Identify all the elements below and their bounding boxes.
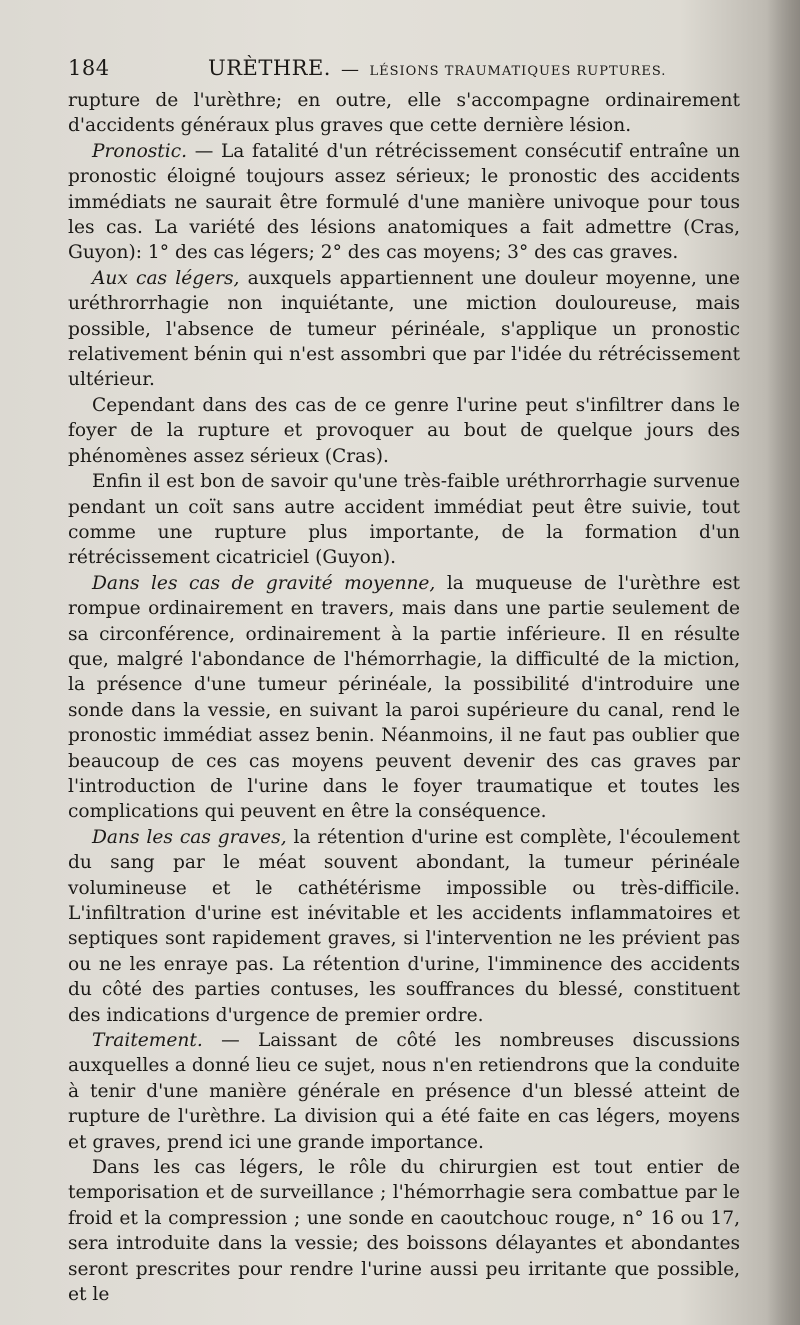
- running-header: [68, 56, 740, 82]
- paragraph-text: rupture de l'urèthre; en outre, elle s'accompagne ordinairement d'accidents généraux plus graves que cette dernière lésion.: [68, 90, 740, 137]
- paragraph-text: Enfin il est bon de savoir qu'une très-faible uréthrorrhagie survenue pendant un coït sans autre accident immédiat peut être suivie, tout comme une rupture plus importante, de la formation d'un rétrécissement cicatriciel (Guyon).: [68, 471, 740, 569]
- paragraph-text: la rétention d'urine est complète, l'écoulement du sang par le méat souvent abondant, la tumeur périnéale volumineuse et le cathétérisme impossible ou très-difficile. L'infiltration d'urine est inévitable et les accidents inflammatoires et septiques sont rapidement graves, si l'intervention ne les prévient pas ou ne les enraye pas. La rétention d'urine, l'imminence des accidents du côté des parties contuses, les souffrances du blessé, constituent des indications d'urgence de premier ordre.: [68, 826, 740, 1026]
- page-edge-shadow: [766, 0, 800, 1325]
- paragraph-lead: Aux cas légers,: [92, 267, 240, 289]
- chapter-title: URÈTHRE.: [208, 56, 331, 80]
- page-number: 184: [68, 56, 110, 80]
- paragraph-traitement: [68, 1028, 740, 1155]
- running-title: [208, 56, 666, 80]
- paragraph-text: — La fatalité d'un rétrécissement consécutif entraîne un pronostic éloigné toujours assez sérieux; le pronostic des accidents immédiats ne saurait être formulé d'une manière univoque pour tous les cas. La variété des lésions anatomiques a fait admettre (Cras, Guyon): 1° des cas légers; 2° des cas moyens; 3° des cas graves.: [68, 140, 740, 264]
- paragraph-text: la muqueuse de l'urèthre est rompue ordinairement en travers, mais dans une partie seulement de sa circonférence, ordinairement à la partie inférieure. Il en résulte que, malgré l'abondance de l'hémorrhagie, la difficulté de la miction, la présence d'une tumeur périnéale, la possibilité d'introduire une sonde dans la vessie, en suivant la paroi supérieure du canal, rend le pronostic immédiat assez benin. Néanmoins, il ne faut pas oublier que beaucoup de ces cas moyens peuvent devenir des cas graves par l'introduction de l'urine dans le foyer traumatique et toutes les complications qui peuvent en être la conséquence.: [68, 572, 740, 823]
- paragraph-text: Dans les cas légers, le rôle du chirurgien est tout entier de temporisation et de surveillance ; l'hémorrhagie sera combattue par le froid et la compression ; une sonde en caoutchouc rouge, n° 16 ou 17, sera introduite dans la vessie; des boissons délayantes et abondantes seront prescrites pour rendre l'urine aussi peu irritante que possible, et le: [68, 1157, 740, 1306]
- paragraph-cas-legers-traitement: [68, 1155, 740, 1307]
- title-dash: —: [340, 59, 360, 80]
- paragraph-gravite-moyenne: [68, 571, 740, 825]
- paragraph-text: auxquels appartiennent une douleur moyenne, une uréthrorrhagie non inquiétante, une miction douloureuse, mais possible, l'absence de tumeur périnéale, s'applique un pronostic relativement bénin qui n'est assombri que par l'idée du rétrécissement ultérieur.: [68, 267, 741, 391]
- paragraph-lead: Dans les cas de gravité moyenne,: [92, 572, 436, 594]
- paragraph-text: Cependant dans des cas de ce genre l'urine peut s'infiltrer dans le foyer de la rupture et provoquer au bout de quelque jours des phénomènes assez sérieux (Cras).: [68, 394, 740, 467]
- paragraph-cependant: [68, 393, 740, 469]
- paragraph-pronostic: [68, 139, 740, 266]
- body-text: [68, 88, 740, 1308]
- paragraph-continuation: [68, 88, 740, 139]
- section-title: LÉSIONS TRAUMATIQUES RUPTURES.: [369, 64, 667, 79]
- paragraph-cas-legers: [68, 266, 740, 393]
- paragraph-lead: Dans les cas graves,: [92, 826, 287, 848]
- paragraph-lead: Pronostic.: [92, 140, 188, 162]
- paragraph-text: — Laissant de côté les nombreuses discussions auxquelles a donné lieu ce sujet, nous n'en retiendrons que la conduite à tenir d'une manière générale en présence d'un blessé atteint de rupture de l'urèthre. La division qui a été faite en cas légers, moyens et graves, prend ici une grande importance.: [68, 1030, 740, 1153]
- paragraph-enfin: [68, 469, 740, 571]
- paragraph-cas-graves: [68, 825, 740, 1028]
- paragraph-lead: Traitement.: [92, 1030, 203, 1052]
